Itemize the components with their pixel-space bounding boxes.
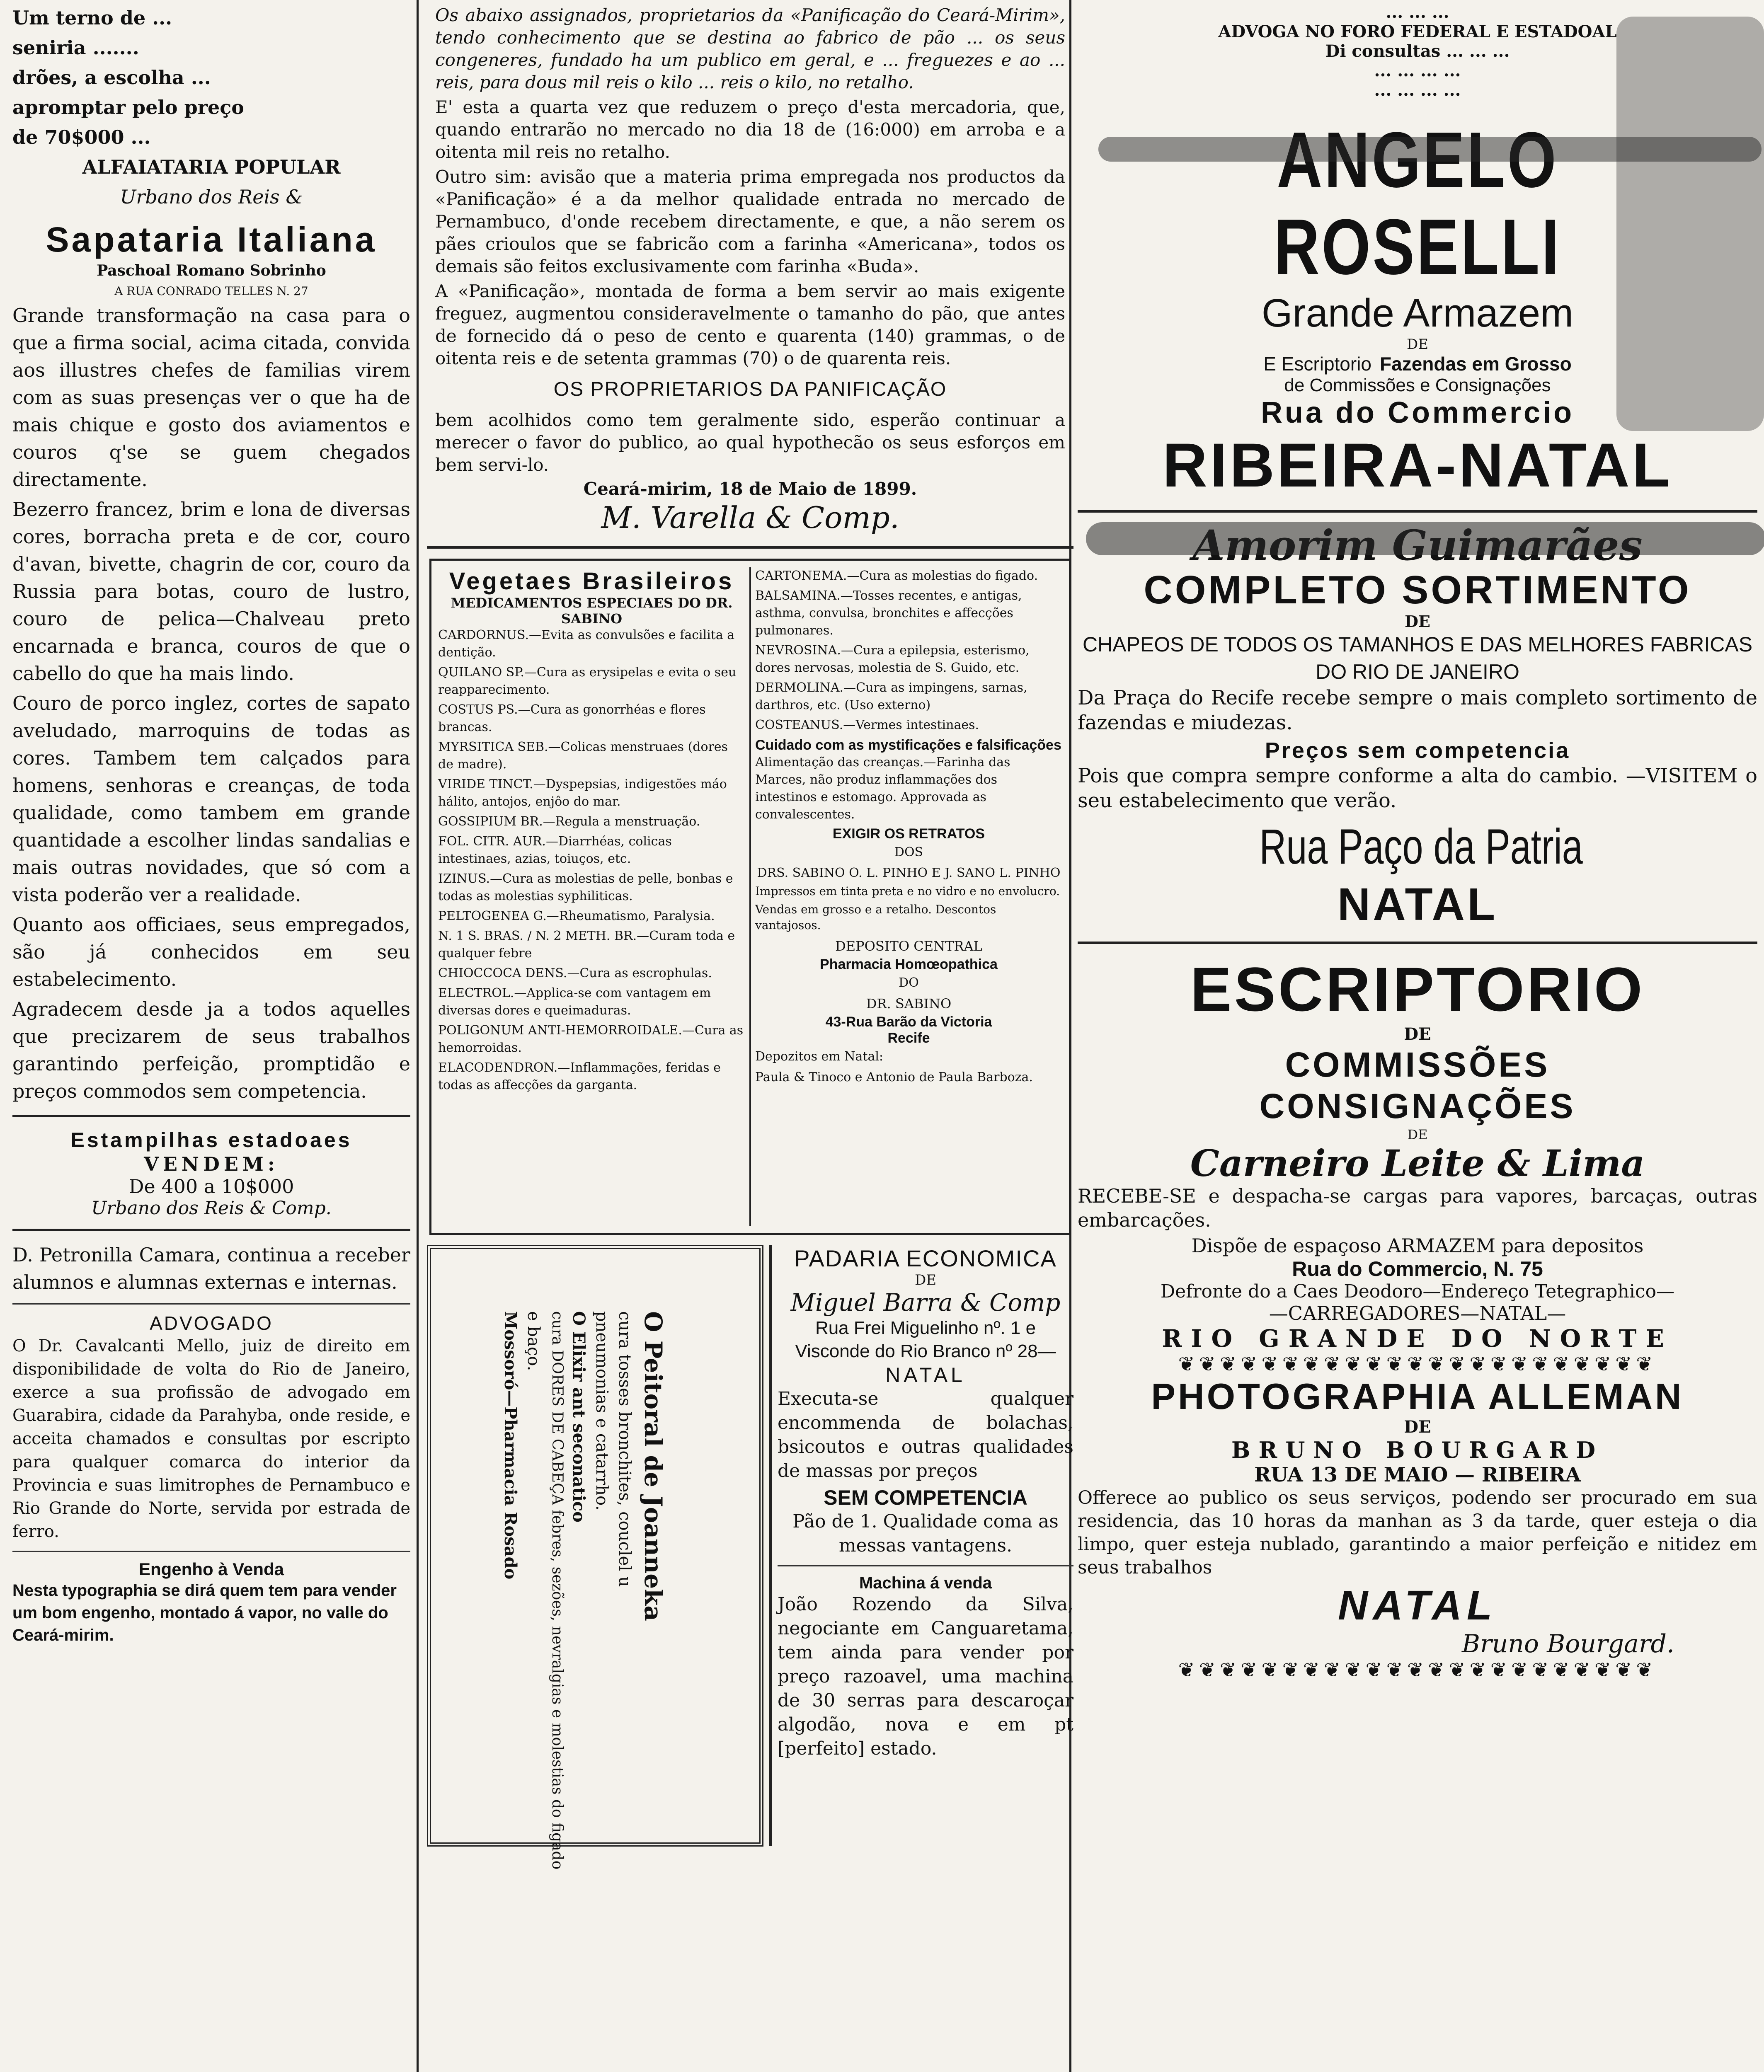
advogado-body: O Dr. Cavalcanti Mello, juiz de direito em disponibilidade de volta do Rio de Janeiro, exerce a sua profissão de advogado em Guarabira, cidade da Parahyba, onde reside, e acceita chamados e consultas por escripto para qualquer comarca do interior da Provincia e suas limitrophes de Pernambuco e Rio Grande do Norte, servida por estrada de ferro. — [12, 1336, 410, 1541]
escriptorio-title: ESCRIPTORIO — [1190, 954, 1645, 1024]
vegetaes-item: QUILANO SP.—Cura as erysipelas e evita o seu reapparecimento. — [438, 665, 737, 697]
padaria-body: Executa-se qualquer encommenda de bolachas, bsicoutos e outras qualidades de massas por preços — [778, 1388, 1073, 1481]
panificacao-paragraph-5: bem acolhidos como tem geralmente sido, esperão continuar a merecer o favor do publico, ao qual hypothecão os seus esforços em bem servi-lo. — [435, 410, 1065, 475]
sapataria-address: A RUA CONRADO TELLES N. 27 — [114, 284, 308, 298]
roselli-city: RIBEIRA-NATAL — [1162, 430, 1673, 500]
vegetaes-subtitle: MEDICAMENTOS ESPECIAES DO DR. SABINO — [451, 595, 733, 627]
photo-natal: NATAL — [1338, 1582, 1497, 1629]
estampilhas-vendem: VENDEM: — [144, 1153, 279, 1175]
vegetaes-drs: DRS. SABINO O. L. PINHO E J. SANO L. PINHO — [757, 866, 1061, 880]
padaria-de: DE — [914, 1272, 937, 1288]
escriptorio-carregadores: —CARREGADORES—NATAL— — [1269, 1302, 1566, 1324]
sapataria-body-5: Agradecem desde ja a todos aquelles que precizarem de seus trabalhos garantindo perfeição, promptidão e preços commodos sem competencia. — [12, 998, 410, 1102]
ad-panificacao — [427, 0, 1073, 536]
escriptorio-rio-grande: RIO GRANDE DO NORTE — [1162, 1324, 1673, 1353]
photo-owner: BRUNO BOURGARD — [1231, 1437, 1604, 1463]
padaria-owner: Miguel Barra & Comp — [790, 1288, 1061, 1317]
vegetaes-warning-title: Cuidado com as mystificações e falsificações — [755, 737, 1061, 753]
amorim-natal: NATAL — [1337, 879, 1498, 930]
ad-padaria — [778, 1245, 1073, 1846]
estampilhas-price: De 400 a 10$000 — [128, 1175, 294, 1198]
ad-photographia — [1078, 1376, 1757, 1658]
vegetaes-impressos: Impressos em tinta preta e no vidro e no envolucro. — [755, 884, 1060, 898]
amorim-rua: Rua Paço da Patria — [1259, 819, 1583, 874]
escriptorio-commissoes: COMMISSÕES — [1285, 1045, 1550, 1084]
vegetaes-deposito: DEPOSITO CENTRAL — [835, 938, 982, 954]
ink-stain — [1086, 522, 1764, 555]
divider — [12, 1229, 410, 1231]
ad-estampilhas — [12, 1127, 410, 1219]
machina-title: Machina á venda — [859, 1574, 992, 1592]
photo-de: DE — [1404, 1417, 1431, 1437]
vegetaes-inner-rule — [749, 567, 751, 1226]
padaria-pao: Pão de 1. Qualidade coma as messas vantagens. — [792, 1511, 1059, 1556]
vegetaes-item: BALSAMINA.—Tosses recentes, e antigas, asthma, convulsa, bronchites e affecções pulmonares. — [755, 588, 1022, 638]
photo-title: PHOTOGRAPHIA ALLEMAN — [1151, 1376, 1684, 1417]
ad-amorim — [1078, 523, 1757, 932]
vegetaes-item: PELTOGENEA G.—Rheumatismo, Paralysia. — [438, 909, 715, 923]
machina-body: João Rozendo da Silva, negociante em Canguaretama, tem ainda para vender por preço razoavel, uma machina de 30 serras para descaroçar algodão, nova e em pt [perfeito] estado. — [778, 1594, 1073, 1759]
ornament-border-icon: ❦❦❦❦❦❦❦❦❦❦❦❦❦❦❦❦❦❦❦❦❦❦❦ — [1178, 1353, 1657, 1376]
escriptorio-dispoe: Dispõe de espaçoso ARMAZEM para depositos — [1191, 1234, 1644, 1257]
vegetaes-warning-body: Alimentação das creanças.—Farinha das Marces, não produz inflammações dos intestinos e estomago. Approvada as convalescentes. — [755, 755, 1010, 822]
column-2 — [427, 0, 1073, 2072]
vegetaes-item: IZINUS.—Cura as molestias de pelle, bonbas e todas as molestias syphiliticas. — [438, 871, 733, 903]
escriptorio-body: RECEBE-SE e despacha-se cargas para vapores, barcaças, outras embarcações. — [1078, 1185, 1757, 1231]
vegetaes-item: CARTONEMA.—Cura as molestias do figado. — [755, 569, 1038, 583]
divider — [778, 1565, 1073, 1566]
alfaiataria-name: ALFAIATARIA POPULAR — [82, 156, 341, 178]
vegetaes-item: ELECTROL.—Applica-se com vantagem em diversas dores e queimaduras. — [438, 986, 711, 1018]
escriptorio-name: Carneiro Leite & Lima — [1190, 1142, 1645, 1185]
roselli-de: DE — [1406, 336, 1429, 353]
peitoral-line-6: Mossoró—Pharmacia Rosado — [501, 1311, 520, 1580]
roselli-rua: Rua do Commercio — [1260, 396, 1575, 429]
escriptorio-de: DE — [1404, 1024, 1431, 1044]
vegetaes-item: DERMOLINA.—Cura as impingens, sarnas, darthros, etc. (Uso externo) — [755, 680, 1027, 712]
photo-body: Offerece ao publico os seus serviços, podendo ser procurado em sua residencia, das 10 horas da manhan as 3 da tarde, quer esteja o dia limpo, quer esteja nublado, garantindo a maior perfeição e nitidez em seus trabalhos — [1078, 1487, 1757, 1578]
vegetaes-pharmacia: Pharmacia Homœopathica — [820, 956, 998, 972]
vegetaes-left — [438, 567, 745, 1226]
padaria-address: Rua Frei Miguelinho nº. 1 e Visconde do Rio Branco nº 28— — [795, 1318, 1056, 1361]
vegetaes-depositos: Depozitos em Natal: — [755, 1049, 884, 1064]
vegetaes-item: POLIGONUM ANTI-HEMORROIDALE.—Cura as hemorroidas. — [438, 1023, 744, 1055]
divider — [1078, 510, 1757, 513]
roselli-fazendas: Fazendas em Grosso — [1380, 353, 1572, 375]
escriptorio-de-2: DE — [1407, 1127, 1428, 1143]
amorim-precos: Preços sem competencia — [1265, 738, 1570, 763]
ornament-border-icon: ❦❦❦❦❦❦❦❦❦❦❦❦❦❦❦❦❦❦❦❦❦❦❦ — [1178, 1658, 1657, 1682]
padaria-city: NATAL — [885, 1363, 966, 1387]
engenho-body: Nesta typographia se dirá quem tem para vender um bom engenho, montado á vapor, no valle do Ceará-mirim. — [12, 1581, 397, 1644]
vegetaes-item: COSTEANUS.—Vermes intestinaes. — [755, 718, 979, 732]
ad-vegetaes-brasileiros — [429, 559, 1071, 1235]
top-line: ... ... ... — [1386, 2, 1449, 22]
roselli-name: ROSELLI — [1274, 203, 1561, 291]
panificacao-paragraph-2: E' esta a quarta vez que reduzem o preço d'esta mercadoria, que, quando entrarão no mercado no dia 18 de (16:000) em arroba e a oitenta mil reis no retalho. — [435, 97, 1065, 162]
amorim-de: DE — [1405, 612, 1430, 631]
panificacao-paragraph-4: A «Panificação», montada de forma a bem servir ao mais exigente freguez, augmentou consideravelmente o tamanho do pão, que antes de fornecido dá o peso de cento e quarenta (140) grammas, o de oitenta reis e de setenta grammas (70) o de quarenta reis. — [435, 281, 1065, 368]
escriptorio-consignacoes: CONSIGNAÇÕES — [1259, 1087, 1576, 1126]
top-line: ... ... ... ... — [1374, 80, 1461, 100]
vegetaes-item: VIRIDE TINCT.—Dyspepsias, indigestões máo hálito, antojos, enjôo do mar. — [438, 777, 727, 809]
top-line: ... ... ... ... — [1374, 61, 1461, 80]
vegetaes-right — [755, 567, 1062, 1226]
sapataria-body-3: Couro de porco inglez, cortes de sapato aveludado, marroquins de todas as cores. Tambem tem calçados para homens, senhoras e creanças, de toda qualidade, como tambem em grande quantidade a escolher lindas sandalias e mais outras novidades, que só com a vista poderão ver a realidade. — [12, 692, 410, 906]
vegetaes-vendas: Vendas em grosso e a retalho. Descontos vantajosos. — [755, 903, 996, 932]
photo-signature: Bruno Bourgard. — [1461, 1629, 1674, 1658]
vegetaes-paula: Paula & Tinoco e Antonio de Paula Barboza. — [755, 1070, 1033, 1084]
alfaiataria-sig: Urbano dos Reis & — [120, 186, 303, 208]
panificacao-signature: M. Varella & Comp. — [601, 500, 899, 535]
top-line: ADVOGA NO FORO FEDERAL E ESTADOAL — [1218, 22, 1617, 41]
column-rule-1 — [417, 0, 419, 2072]
bottom-row — [427, 1245, 1073, 1870]
ad-alfaiataria — [12, 0, 410, 211]
vegetaes-address: 43-Rua Barão da Victoria — [825, 1014, 992, 1030]
vegetaes-exigir: EXIGIR OS RETRATOS — [832, 826, 985, 842]
vegetaes-item: NEVROSINA.—Cura a epilepsia, esterismo, dores nervosas, molestia de S. Guido, etc. — [755, 643, 1030, 675]
estampilhas-signature: Urbano dos Reis & Comp. — [91, 1198, 332, 1219]
roselli-escriptorio: E Escriptorio — [1263, 353, 1372, 375]
vegetaes-dr: DR. SABINO — [866, 996, 952, 1012]
amorim-body-2: Pois que compra sempre conforme a alta do cambio. —VISITEM o seu estabelecimento que verão. — [1078, 764, 1757, 812]
vegetaes-item: N. 1 S. BRAS. / N. 2 METH. BR.—Curam toda e qualquer febre — [438, 929, 735, 961]
panificacao-date: Ceará-mirim, 18 de Maio de 1899. — [583, 479, 917, 499]
vegetaes-item: ELACODENDRON.—Inflammações, feridas e todas as affecções da garganta. — [438, 1060, 721, 1092]
vegetaes-item: COSTUS PS.—Cura as gonorrhéas e flores brancas. — [438, 702, 706, 734]
sapataria-body-2: Bezerro francez, brim e lona de diversas cores, borracha preta e de cor, couro d'avan, bivette, chagrin de cor, couro da Russia para botas, couro de lustro, couro de pelica—Chalveau preto encarnada e branca, couros de que o cabello do que ha mais lindo. — [12, 498, 410, 685]
panificacao-title: OS PROPRIETARIOS DA PANIFICAÇÃO — [553, 378, 947, 400]
divider — [12, 1115, 410, 1117]
ad-escriptorio — [1078, 954, 1757, 1353]
alfaiataria-line: apromptar pelo preço — [12, 96, 244, 119]
alfaiataria-line: drões, a escolha ... — [12, 66, 211, 89]
sapataria-title: Sapataria Italiana — [46, 220, 377, 259]
top-line: Di consultas ... ... ... — [1325, 41, 1510, 61]
vegetaes-item: FOL. CITR. AUR.—Diarrhéas, colicas intestinaes, azias, toiuços, etc. — [438, 834, 672, 866]
column-1 — [12, 0, 410, 2072]
divider — [1078, 942, 1757, 944]
sapataria-body: Grande transformação na casa para o que a firma social, acima citada, convida aos illustres chefes de familias virem com as suas presenças ver o que ha de mais chique e gosto dos aviamentos e couros q'se se guem chegados directamente. — [12, 304, 410, 491]
alfaiataria-line: seniria ....... — [12, 36, 139, 59]
ad-advogado — [12, 1312, 410, 1543]
estampilhas-title: Estampilhas estadoaes — [70, 1128, 352, 1152]
vegetaes-do: DO — [899, 975, 919, 990]
roselli-commissoes: de Commissões e Consignações — [1284, 375, 1551, 395]
divider — [12, 1303, 410, 1305]
vegetaes-item: MYRSITICA SEB.—Colicas menstruaes (dores de madre). — [438, 740, 728, 772]
peitoral-line-2: pneumonias e catarrho. — [592, 1311, 611, 1511]
advogado-title: ADVOGADO — [150, 1312, 273, 1334]
sapataria-subtitle: Paschoal Romano Sobrinho — [97, 262, 326, 279]
ad-engenho — [12, 1559, 410, 1646]
alfaiataria-line: de 70$000 ... — [12, 126, 151, 148]
escriptorio-rua: Rua do Commercio, N. 75 — [1292, 1257, 1543, 1280]
peitoral-title: O Peitoral de Joanneka — [639, 1311, 667, 1621]
alfaiataria-line: Um terno de ... — [12, 7, 172, 29]
vegetaes-item: CARDORNUS.—Evita as convulsões e facilita a dentição. — [438, 628, 735, 660]
ad-sapataria — [12, 219, 410, 1105]
escriptorio-defronte: Defronte do a Caes Deodoro—Endereço Tetegraphico— — [1160, 1281, 1675, 1302]
bottom-row-rule — [769, 1245, 772, 1846]
vegetaes-dos: DOS — [894, 845, 923, 859]
peitoral-line-5: e baço. — [524, 1311, 543, 1371]
peitoral-line-4: cura DORES DE CABEÇA febres, sezões, nevralgias e molestias do figado — [549, 1311, 566, 1870]
vegetaes-recife: Recife — [887, 1030, 930, 1046]
amorim-body: Da Praça do Recife recebe sempre o mais completo sortimento de fazendas e miudezas. — [1078, 686, 1757, 734]
petronilla-ad: D. Petronilla Camara, continua a receber alumnos e alumnas externas e internas. — [12, 1244, 410, 1293]
divider — [427, 546, 1073, 549]
panificacao-paragraph-3: Outro sim: avisão que a materia prima empregada nos productos da «Panificação» é a da melhor qualidade entrada no mercado de Pernambuco, d'onde recebem directamente, e que, a não serem os pães crioulos que se fabricão com a farinha «Americana», todos os demais são feitos exclusivamente com farinha «Buda». — [435, 167, 1065, 276]
peitoral-line-1: cura tosses bronchites, couclel u — [615, 1311, 634, 1587]
ink-stain — [1616, 17, 1764, 431]
peitoral-line-3: O Elixir ant seconatico — [569, 1311, 589, 1523]
vegetaes-item: CHIOCCOCA DENS.—Cura as escrophulas. — [438, 966, 712, 980]
roselli-armazem: Grande Armazem — [1261, 291, 1574, 335]
padaria-title: PADARIA ECONOMICA — [794, 1245, 1057, 1271]
vegetaes-item: GOSSIPIUM BR.—Regula a menstruação. — [438, 814, 700, 829]
sapataria-body-4: Quanto aos officiaes, seus empregados, são já conhecidos em seu estabelecimento. — [12, 913, 410, 990]
amorim-chapeos: CHAPEOS DE TODOS OS TAMANHOS E DAS MELHORES FABRICAS DO RIO DE JANEIRO — [1082, 633, 1753, 683]
padaria-sem-competencia: SEM COMPETENCIA — [824, 1486, 1027, 1509]
engenho-title: Engenho à Venda — [138, 1559, 284, 1579]
vegetaes-title: Vegetaes Brasileiros — [449, 568, 734, 595]
divider — [12, 1551, 410, 1552]
photo-rua: RUA 13 DE MAIO — RIBEIRA — [1254, 1463, 1581, 1486]
panificacao-paragraph-1: Os abaixo assignados, proprietarios da «Panificação do Ceará-Mirim», tendo conhecimento que se destina ao fabrico de pão ... os seus congeneres, fundado ha um publico em geral, e ... freguezes e ao ... reis, para dous mil reis o kilo ... reis o kilo, no retalho. — [435, 5, 1065, 92]
amorim-completo: COMPLETO SORTIMENTO — [1144, 568, 1691, 612]
ad-peitoral — [427, 1245, 763, 1870]
